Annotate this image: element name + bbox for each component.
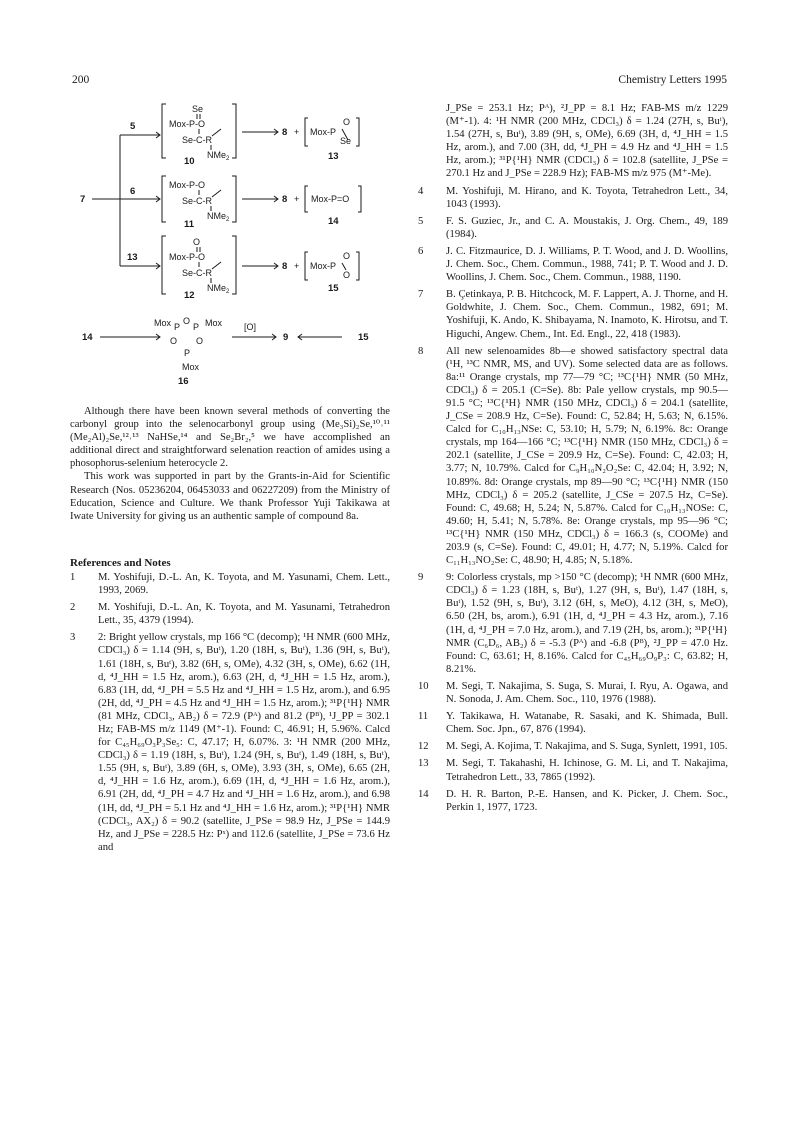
journal-header: Chemistry Letters 1995 [618,74,727,86]
acknowledgment-paragraph: This work was supported in part by the Grants-in-Aid for Scientific Research (Nos. 05236204, 06453033 and 06227209) from the Ministry of Education, Science and Culture. We thank Professor Yuji Takikawa at Iwate University for giving us an authentic sample of compound 8a. [70,471,390,522]
reagent-5-label: 5 [130,121,136,132]
scheme-text: Mox [154,318,172,328]
reference-item: 9 9: Colorless crystals, mp >150 °C (decomp); ¹H NMR (600 MHz, CDCl₃) δ = 1.23 (18H, s, Buᵗ), 1.27 (9H, s, Buᵗ), 1.47 (18H, s, Buᵗ), 1.52 (9H, s, Buᵗ), 3.12 (6H, s, MeO), 4.12 (3H, s, MeO), 6.50 (2H, bs, arom.), 6.91 (1H, d, ⁴J_PH = 4.3 Hz, arom.), 7.16 (1H, d, ⁴J_PH = 7.0 Hz, arom.), and 7.19 (2H, bs, arom.); ³¹P{¹H} NMR (C₆D₆, AB₂) δ = -5.3 (Pᴬ) and -6.8 (Pᴮ), ²J_PP = 47.0 Hz. Found: C, 63.61; H, 8.16%. Calcd for C₄₅H₆₉O₉P₃: C, 63.82; H, 8.21%. [418,572,728,675]
reference-item: 11 Y. Takikawa, H. Watanabe, R. Sasaki, and K. Shimada, Bull. Chem. Soc. Jpn., 67, 876 (1994). [418,711,728,736]
scheme-text: O [193,237,201,247]
scheme-text: O [343,117,351,127]
scheme-text: NMe [207,211,227,221]
product-8-label: 8 [282,127,288,138]
scheme-text: + [294,127,300,137]
scheme-text: NMe [207,283,227,293]
reference-item: 4 M. Yoshifuji, M. Hirano, and K. Toyota, Tetrahedron Lett., 34, 1043 (1993). [418,185,728,210]
scheme-text: 8 [282,194,288,205]
oxidation-label: [O] [244,322,257,332]
reference-item: 10 M. Segi, T. Nakajima, S. Suga, S. Murai, I. Ryu, A. Ogawa, and N. Sonoda, J. Am. Chem. Soc., 110, 1976 (1988). [418,680,728,706]
se-label: Se [192,104,204,114]
nme2-label: NMe [207,150,227,160]
scheme-text: Se-C-R [182,268,213,278]
scheme-text: + [294,261,300,271]
body-paragraph-1: Although there have been known several methods of converting the carbonyl group into the selenocarbonyl group using (Me₃Si)₂Se,¹⁰˒¹¹ (Me₂Al)₂Se,¹²˒¹³ NaHSe,¹⁴ and Se₂Br₂,⁵ we have accomplished an additional direct and straightforward selenation reaction of amides using a phosophorus-selenium heterocycle 2. [70,406,390,470]
scheme-text: P [174,322,181,332]
scheme-text: 14 [82,332,93,343]
reference-item: 13 M. Segi, T. Takahashi, H. Ichinose, G. M. Li, and T. Nakajima, Tetrahedron Lett., 33, 7865 (1992). [418,758,728,783]
scheme-text: 2 [226,217,230,223]
scheme-text: Mox-P-O [169,252,205,262]
mox-p-label: Mox-P [310,127,337,137]
page-number: 200 [72,74,90,86]
reference-item: 5 F. S. Guziec, Jr., and C. A. Moustakis, J. Org. Chem., 49, 189 (1984). [418,215,728,240]
scheme-text: 2 [226,156,230,162]
reference-item: 7 B. Çetinkaya, P. B. Hitchcock, M. F. Lappert, A. J. Thorne, and H. Goldwhite, J. Chem. Soc., Chem. Commun., 1982, 691; M. Yoshifuji, K. Ando, K. Shibayama, N. Inamoto, K. Hirotsu, and T. Higuchi, Angew. Chem., Int. Ed. Engl., 22, 418 (1983). [418,289,728,340]
scheme-text: Mox-P-O [169,180,205,190]
compound-9-label: 9 [283,332,289,343]
scheme-text: O [196,336,204,346]
mox-p-o-label: Mox-P-O [169,119,205,129]
reference-item: 8 All new selenoamides 8b—e showed satisfactory spectral data (¹H, ¹³C NMR, MS, and UV). Some selected data are as follows. 8a:¹¹ Orange crystals, mp 77—79 °C; ¹³C{¹H} NMR (50 MHz, CDCl₃) δ = 205.1 (C=Se). 8b: Pale yellow crystals, mp 90.5—91.5 °C; ¹³C{¹H} NMR (150 MHz, CDCl₃) δ = 204.1 (satellite, J_CSe = 208.9 Hz, C=Se). Found: C, 52.84; H, 5.63; N, 6.15%. Calcd for C₁₀H₁₃NSe: C, 53.10; H, 5.79; N, 6.19%. 8c: Orange crystals, mp 164—166 °C; ¹³C{¹H} NMR (150 MHz, CDCl₃) δ = 202.1 (satellite, J_CSe = 209.9 Hz, C=Se). Found: C, 42.03; H, 3.77; N, 10.79%. Calcd for C₉H₁₀N₂O₂Se: C, 42.04; H, 3.92; N, 10.89%. 8d: Orange crystals, mp 89—90 °C; ¹³C{¹H} NMR (150 MHz, CDCl₃) δ = 205.2 (satellite, J_CSe = 207.5 Hz, C=Se). Found: C, 49.68; H, 5.24; N, 5.87%. Calcd for C₁₀H₁₃NOSe: C, 49.60; H, 5.41; N, 5.78%. 8e: Orange crystals, mp 95—96 °C; ¹³C{¹H} NMR (150 MHz, CDCl₃) δ = 166.3 (s, COOMe) and 203.9 (s, C=Se). Found: C, 49.01; H, 4.77; N, 5.19%. Calcd for C₁₁H₁₃NO₂Se: C, 48.90; H, 4.85; N, 5.18%. [418,345,728,567]
reference-item: 12 M. Segi, A. Kojima, T. Nakajima, and S. Suga, Synlett, 1991, 105. [418,741,728,753]
scheme-text: Mox [182,362,200,372]
scheme-text: + [294,194,300,204]
compound-10-label: 10 [184,156,195,167]
compound-12-label: 12 [184,290,195,301]
references-heading: References and Notes [70,556,171,569]
scheme-text: Se [340,136,352,146]
scheme-text: 8 [282,261,288,272]
scheme-text: Mox-P [310,261,337,271]
reference-item: 2 M. Yoshifuji, D.-L. An, K. Toyota, and M. Yasunami, Tetrahedron Lett., 35, 4379 (1994). [70,602,390,627]
right-column [418,102,728,818]
se-c-r-label: Se-C-R [182,135,213,145]
scheme-text: Se-C-R [182,196,213,206]
scheme-text: O [343,270,351,280]
reagent-13-label: 13 [127,252,138,263]
compound-15-label: 15 [328,283,339,294]
reference-item: 3 2: Bright yellow crystals, mp 166 °C (decomp); ¹H NMR (600 MHz, CDCl₃) δ = 1.14 (9H, s, Buᵗ), 1.20 (18H, s, Buᵗ), 1.36 (9H, s, Buᵗ), 1.61 (18H, s, Buᵗ), 3.82 (6H, s, OMe), 4.32 (3H, s, OMe), 6.62 (1H, d, ⁴J_HH = 1.5 Hz, arom.), 6.63 (2H, d, ⁴J_HH = 1.5 Hz, arom.), 6.83 (1H, dd, ⁴J_PH = 5.5 Hz and ⁴J_HH = 1.5 Hz, arom.), and 6.95 (2H, dd, ⁴J_PH = 4.5 Hz and ⁴J_HH = 1.5 Hz, arom.); ³¹P{¹H} NMR (81 MHz, CDCl₃, AB₂) δ = 72.9 (Pᴬ) and 81.2 (Pᴮ), ¹J_PP = 302.1 Hz; FAB-MS m/z 1149 (M⁺-1). Found: C, 46.91; H, 5.96%. Calcd for C₄₅H₆₉O₃P₃Se₅: C, 47.17; H, 6.07%. 3: ¹H NMR (200 MHz, CDCl₃) δ = 1.19 (18H, s, Buᵗ), 1.24 (9H, s, Buᵗ), 1.49 (18H, s, Buᵗ), 1.55 (9H, s, Buᵗ), 3.89 (6H, s, OMe), 3.93 (3H, s, OMe), 6.65 (2H, d, ⁴J_HH = 1.6 Hz, arom.), 6.69 (1H, d, ⁴J_HH = 1.6 Hz, arom.), 6.91 (2H, dd, ⁴J_PH = 4.7 Hz and ⁴J_HH = 1.6 Hz, arom.), and 6.98 (1H, dd, ⁴J_PH = 5.1 Hz and ⁴J_HH = 1.6 Hz, arom.); ³¹P{¹H} NMR (CDCl₃, AX₂) δ = 90.2 (satellite, J_PSe = 98.9 Hz, J_PSe = 144.9 Hz, and J_PSe = 228.5 Hz: Pˣ) and 112.6 (satellite, J_PSe = 73.6 Hz and [70,632,390,853]
reference-item: 1 M. Yoshifuji, D.-L. An, K. Toyota, and M. Yasunami, Chem. Lett., 1993, 2069. [70,571,390,597]
compound-16-label: 16 [178,376,189,387]
mox-peq-o-label: Mox-P=O [311,194,350,204]
reaction-scheme [72,98,402,388]
compound-11-label: 11 [184,219,195,230]
compound-14-label: 14 [328,216,339,227]
scheme-text: 15 [358,332,369,343]
scheme-text: 2 [226,289,230,295]
scheme-text: P [184,348,191,358]
scheme-text: O [170,336,178,346]
reference-item: 14 D. H. R. Barton, P.-E. Hansen, and K. Picker, J. Chem. Soc., Perkin 1, 1977, 1723. [418,788,728,813]
scheme-text: O [343,251,351,261]
compound-7-label: 7 [80,194,86,205]
left-column [70,405,390,858]
scheme-text: P [193,322,200,332]
reagent-6-label: 6 [130,186,136,197]
scheme-text: Mox [205,318,223,328]
scheme-text: O [183,316,191,326]
reference-continuation: J_PSe = 253.1 Hz; Pᴬ), ²J_PP = 8.1 Hz; FAB-MS m/z 1229 (M⁺-1). 4: ¹H NMR (200 MHz, CDCl₃) δ = 1.24 (27H, s, Buᵗ), 1.54 (27H, s, Buᵗ), 3.89 (9H, s, OMe), 6.69 (3H, d, ⁴J_HH = 1.5 Hz, arom.), and 7.00 (3H, dd, ⁴J_PH = 4.9 Hz and ⁴J_HH = 1.5 Hz, arom.); ³¹P{¹H} NMR (CDCl₃) δ = 102.8 (satellite, J_PSe = 270.1 Hz and J_PSe = 228.9 Hz); FAB-MS m/z 975 (M⁺-Me). [446,103,728,180]
compound-13-label: 13 [328,151,339,162]
reference-item: 6 J. C. Fitzmaurice, D. J. Williams, P. T. Wood, and J. D. Woollins, J. Chem. Soc., Chem. Commun., 1988, 741; P. T. Wood and J. D. Woollins, J. Chem. Soc., Chem. Commun., 1988, 1190. [418,245,728,284]
